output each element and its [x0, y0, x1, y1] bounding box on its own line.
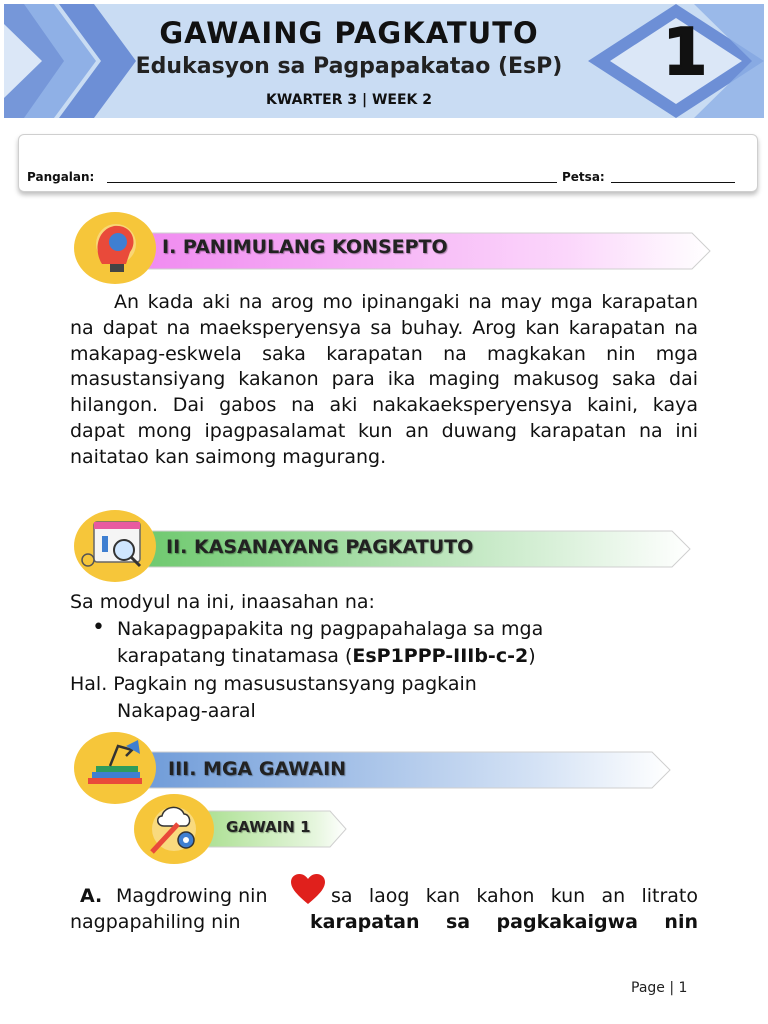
- grade-number: 1: [662, 16, 708, 90]
- objective-line-1: Nakapagpapakita ng pagpapahalaga sa mga: [117, 618, 544, 640]
- instruction-letter: A.: [80, 885, 103, 907]
- magnifier-chart-icon: [74, 510, 156, 582]
- bullet-icon: •: [92, 615, 105, 640]
- instruction-line-2: [70, 910, 698, 934]
- worksheet-header: [4, 4, 764, 118]
- example-line-1: Hal. Pagkain ng masusustansyang pagkain: [70, 673, 477, 695]
- concept-head-icon: [74, 212, 156, 284]
- instruction-mid: sa laog kan kahon kun an litrato: [331, 885, 698, 907]
- instruction-pre: Magdrowing nin: [116, 885, 268, 907]
- section-banner-panimulang-konsepto: [74, 212, 714, 288]
- instruction-line-1: [80, 884, 102, 908]
- objective-line-2: [117, 644, 536, 668]
- subject-title: Edukasyon sa Pagpapakatao (EsP): [135, 54, 563, 79]
- quarter-week-label: KWARTER 3 | WEEK 2: [265, 92, 433, 108]
- section-title: II. KASANAYANG PAGKATUTO: [166, 536, 474, 558]
- name-date-box: [18, 134, 758, 192]
- instruction-bold-text: karapatan sa pagkakaigwa nin: [310, 911, 698, 933]
- activity-label: GAWAIN 1: [226, 818, 311, 836]
- name-label: Pangalan:: [27, 170, 95, 184]
- page-number: Page | 1: [631, 980, 688, 996]
- example-line-2: Nakapag-aaral: [117, 700, 256, 722]
- competency-code: EsP1PPP-IIIb-c-2: [352, 645, 529, 667]
- section-banner-kasanayang-pagkatuto: [74, 510, 694, 586]
- objective-text-end: ): [528, 645, 536, 667]
- date-field-line[interactable]: [611, 182, 735, 183]
- activity-banner-gawain-1: [134, 794, 350, 866]
- pencil-gear-icon: [134, 794, 214, 864]
- worksheet-title: GAWAING PAGKATUTO: [159, 16, 539, 50]
- date-label: Petsa:: [562, 170, 605, 184]
- instruction-line2-text: nagpapahiling nin: [70, 911, 241, 933]
- heart-icon: [290, 874, 326, 906]
- objective-text: karapatang tinatamasa (: [117, 645, 353, 667]
- section-title: I. PANIMULANG KONSEPTO: [162, 236, 448, 258]
- objectives-intro: Sa modyul na ini, inaasahan na:: [70, 591, 375, 613]
- intro-paragraph: [70, 290, 698, 471]
- section-title: III. MGA GAWAIN: [168, 758, 347, 780]
- intro-paragraph-text: An kada aki na arog mo ipinangaki na may mga karapatan na dapat na maeksperyensya sa buhay. Arog kan karapatan na makapag-eskwela saka karapatan na magkakan nin mga masustansiyang kakanon para ika maging makusog saka dai hilangon. Dai gabos na aki nakakaeksperyensya kaini, kaya dapat mong ipagpasalamat kun an duwang karapatan na ini naitatao kan saimong magurang.: [70, 291, 698, 468]
- name-field-line[interactable]: [107, 182, 557, 183]
